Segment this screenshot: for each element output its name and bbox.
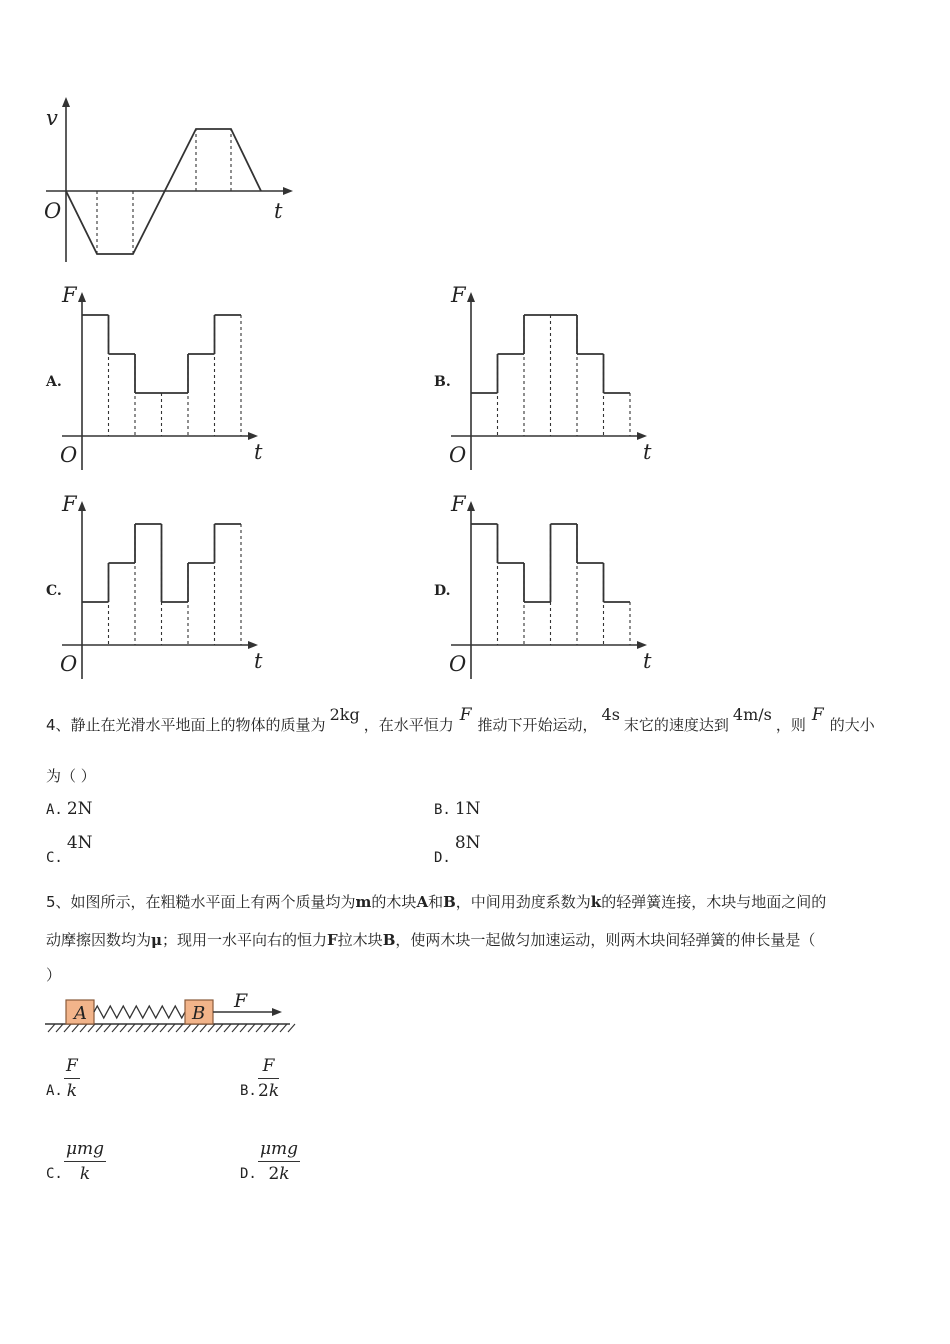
hatch-mark	[264, 1024, 271, 1032]
ft-y-arrow	[78, 501, 86, 511]
force-label: F	[234, 990, 248, 1012]
q5-figure	[0, 990, 310, 1040]
block-b-label: B	[192, 1003, 206, 1024]
ground-hatching	[48, 1024, 295, 1032]
vt-y-label: v	[46, 106, 58, 130]
q4-force: F	[459, 705, 472, 725]
hatch-mark	[168, 1024, 175, 1032]
hatch-mark	[64, 1024, 71, 1032]
ft-x-arrow	[637, 432, 647, 440]
ft-x-label: t	[643, 440, 652, 464]
hatch-mark	[256, 1024, 263, 1032]
ft-x-arrow	[248, 432, 258, 440]
force-arrowhead	[272, 1008, 282, 1016]
ft-origin-label: O	[449, 443, 467, 467]
q4-line-2: 为（ ）	[46, 767, 96, 785]
q4-option-a[interactable]: A. 2N	[46, 799, 93, 819]
hatch-mark	[208, 1024, 215, 1032]
vt-graph	[0, 0, 320, 280]
ft-x-label: t	[643, 649, 652, 673]
hatch-mark	[224, 1024, 231, 1032]
ft-y-label: F	[451, 492, 466, 516]
hatch-mark	[248, 1024, 255, 1032]
hatch-mark	[56, 1024, 63, 1032]
hatch-mark	[280, 1024, 287, 1032]
hatch-mark	[72, 1024, 79, 1032]
block-a-label: A	[74, 1003, 87, 1024]
ft-x-label: t	[254, 440, 263, 464]
q4-time: 4s	[601, 705, 620, 724]
q5-option-d-letter[interactable]: D.	[240, 1166, 257, 1182]
hatch-mark	[152, 1024, 159, 1032]
ft-y-label: F	[451, 283, 466, 307]
q5-option-c-fraction[interactable]: μmg k	[66, 1139, 105, 1184]
ft-origin-label: O	[449, 652, 467, 676]
hatch-mark	[272, 1024, 279, 1032]
ft-x-arrow	[637, 641, 647, 649]
option-d-label: D.	[434, 583, 451, 599]
ft-y-arrow	[467, 501, 475, 511]
ft-graph-a	[0, 270, 300, 480]
q5-option-b-fraction[interactable]: $\frac{F}{2k}$	[258, 1056, 280, 1101]
spring	[94, 1006, 185, 1018]
option-a-label: A.	[46, 374, 62, 390]
q5-line-2: 动摩擦因数均为μ；现用一水平向右的恒力F拉木块B，使两木块一起做匀加速运动，则两木块间轻弹簧的伸长量是（	[46, 931, 816, 949]
hatch-mark	[112, 1024, 119, 1032]
hatch-mark	[104, 1024, 111, 1032]
q5-option-b-letter[interactable]: B.	[240, 1083, 257, 1099]
hatch-mark	[176, 1024, 183, 1032]
ft-y-arrow	[467, 292, 475, 302]
q5-option-c-letter[interactable]: C.	[46, 1166, 63, 1182]
q4-line-1: 4、静止在光滑水平地面上的物体的质量为2kg，在水平恒力 F 推动下开始运动，4s末它的速度达到4m/s，则 F 的大小	[46, 705, 875, 734]
hatch-mark	[88, 1024, 95, 1032]
q5-option-d-fraction[interactable]: μmg 2k	[260, 1139, 299, 1184]
ft-origin-label: O	[60, 652, 78, 676]
ft-y-label: F	[62, 283, 77, 307]
q4-option-c[interactable]: C.4N	[46, 833, 93, 866]
hatch-mark	[144, 1024, 151, 1032]
vt-x-arrow	[283, 187, 293, 195]
hatch-mark	[200, 1024, 207, 1032]
hatch-mark	[120, 1024, 127, 1032]
hatch-mark	[128, 1024, 135, 1032]
ft-y-arrow	[78, 292, 86, 302]
vt-x-label: t	[274, 199, 283, 223]
hatch-mark	[80, 1024, 87, 1032]
ft-y-label: F	[62, 492, 77, 516]
q4-option-d[interactable]: D.8N	[434, 833, 481, 866]
vt-y-arrow	[62, 97, 70, 107]
hatch-mark	[160, 1024, 167, 1032]
hatch-mark	[192, 1024, 199, 1032]
hatch-mark	[232, 1024, 239, 1032]
q5-option-a-fraction[interactable]: $\frac{F}{k}$	[66, 1056, 78, 1101]
ft-x-label: t	[254, 649, 263, 673]
q4-speed: 4m/s	[732, 705, 772, 724]
ft-x-arrow	[248, 641, 258, 649]
vt-origin-label: O	[44, 199, 62, 223]
q4-number: 4、	[46, 716, 71, 734]
hatch-mark	[184, 1024, 191, 1032]
hatch-mark	[216, 1024, 223, 1032]
hatch-mark	[136, 1024, 143, 1032]
option-c-label: C.	[46, 583, 62, 599]
hatch-mark	[96, 1024, 103, 1032]
ft-graph-b	[389, 270, 689, 480]
hatch-mark	[48, 1024, 55, 1032]
q4-option-b[interactable]: B. 1N	[434, 799, 481, 819]
q4-force-2: F	[811, 705, 824, 725]
ft-graph-c	[0, 479, 300, 689]
q5-line-3: ）	[46, 966, 62, 984]
ft-origin-label: O	[60, 443, 78, 467]
hatch-mark	[240, 1024, 247, 1032]
ft-graph-d	[389, 479, 689, 689]
option-b-label: B.	[434, 374, 451, 390]
q4-mass: 2kg	[329, 705, 360, 724]
q5-option-a-letter[interactable]: A.	[46, 1083, 63, 1099]
hatch-mark	[288, 1024, 295, 1032]
q5-line-1: 5、如图所示，在粗糙水平面上有两个质量均为m的木块A和B，中间用劲度系数为k的轻弹簧连接，木块与地面之间的	[46, 893, 827, 911]
